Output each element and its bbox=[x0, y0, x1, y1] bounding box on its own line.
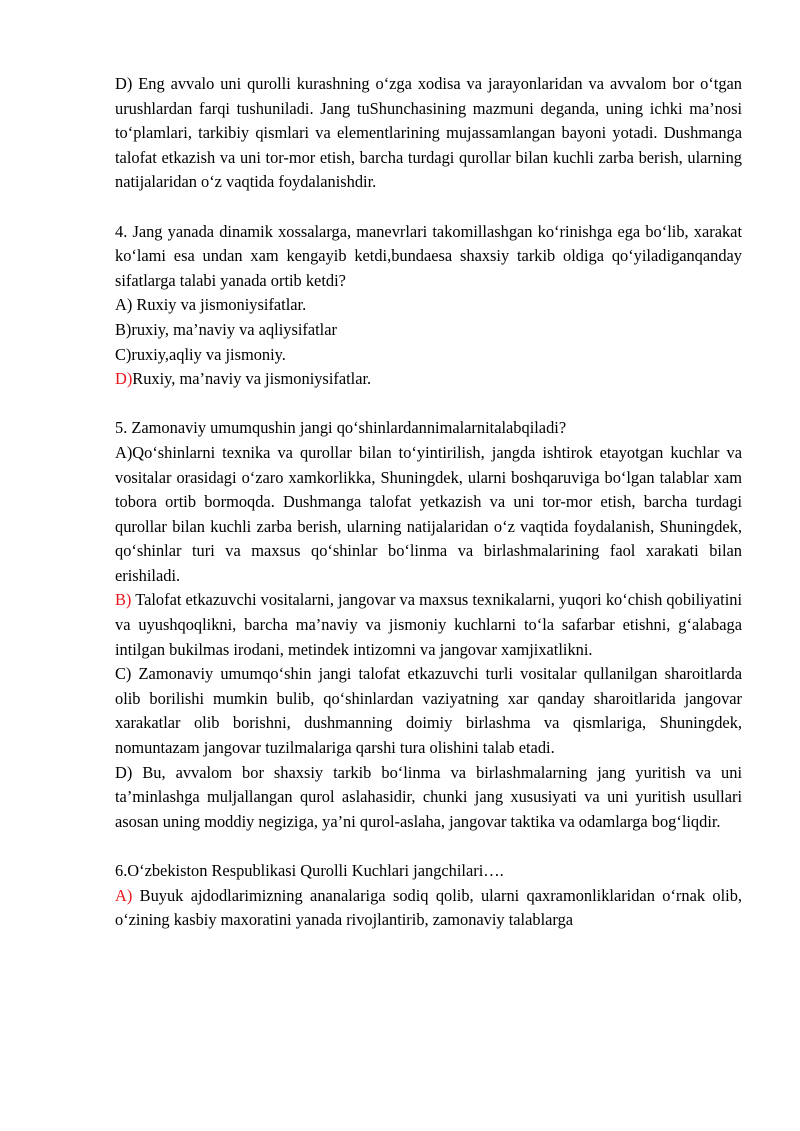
question-6-text: 6.O‘zbekiston Respublikasi Qurolli Kuchlari jangchilari…. bbox=[115, 861, 504, 880]
question-4-text: 4. Jang yanada dinamik xossalarga, manevrlari takomillashgan ko‘rinishga ega bo‘lib, xarakat ko‘lami esa undan xam kengayib ketdi,bundaesa shaxsiy tarkib oldiga qo‘yiladiganqanday sifatlarga talabi yanada ortib ketdi? bbox=[115, 221, 742, 290]
q4-option-a: A) Ruxiy va jismoniysifatlar. bbox=[115, 295, 307, 315]
spacer bbox=[115, 392, 742, 417]
q3-option-d: D) Eng avvalo uni qurolli kurashning o‘zga xodisa va jarayonlaridan va avvalom bor o‘tgan urushlardan farqi tushuniladi. Jang tuShunchasining mazmuni deganda, uning ichki ma’nosi to‘plamlari, tarkibiy qismlari va elementlarining mujassamlangan bayoni yotadi. Dushmanga talofat etkazish va uni tor-mor etish, barcha turdagi qurollar bilan kuchli zarba berish, ularning natijalaridan o‘z vaqtida foydalanishdir. bbox=[115, 74, 742, 192]
question-5-text: 5. Zamonaviy umumqushin jangi qo‘shinlardannimalarnitalabqiladi? bbox=[115, 418, 567, 438]
q5-option-b bbox=[115, 588, 742, 662]
q5-option-a: A)Qo‘shinlarni texnika va qurollar bilan to‘yintirilish, jangda ishtirok etayotgan kuchlar va vositalar orasidagi o‘zaro xamkorlikka, Shuningdek, ularni boshqaruviga bo‘lgan talablar xam tobora ortib bormoqda. Dushmanga talofat yetkazish va uni tor-mor etish, barcha turdagi qurollar bilan kuchli zarba berish, ularning natijalaridan o‘z vaqtida foydalanish, Shuningdek, qo‘shinlar turi va maxsus qo‘shinlar bo‘linma va birlashmalarining faol xarakati bilan erishiladi. bbox=[115, 442, 742, 585]
q4-option-b: B)ruxiy, ma’naviy va aqliysifatlar bbox=[115, 319, 337, 339]
q4-option-d bbox=[115, 367, 742, 392]
spacer bbox=[115, 834, 742, 859]
question-4-block bbox=[115, 220, 742, 392]
spacer bbox=[115, 195, 742, 220]
q5-option-c: C) Zamonaviy umumqo‘shin jangi talofat etkazuvchi turli vositalar qullanilgan sharoitlarda olib borilishi mumkin bulib, qo‘shinlardan vaziyatning xar qanday sharoitlarida jangovar xarakatlar olib borishni, dushmanning doimiy birlashma va qismlariga, Shuningdek, nomuntazam jangovar tuzilmalariga qarshi tura olishini talab etadi. bbox=[115, 664, 742, 758]
question-5-block bbox=[115, 416, 742, 834]
q4-option-d-text: Ruxiy, ma’naviy va jismoniysifatlar. bbox=[132, 369, 372, 389]
q5-option-b-text: Talofat etkazuvchi vositalarni, jangovar va maxsus texnikalarni, yuqori ko‘chish qobiliyatini va uyushqoqlikni, barcha ma’naviy va jismoniy kuchlarni to‘la safarbar etishni, g‘alabaga intilgan bukilmas irodani, metindek intizomni va jangovar xamjixatlikni. bbox=[115, 590, 742, 659]
correct-answer-mark: D) bbox=[115, 369, 133, 389]
q6-option-a bbox=[115, 884, 742, 933]
q5-option-d: D) Bu, avvalom bor shaxsiy tarkib bo‘linma va birlashmalarning jang yuritish va uni ta’minlashga muljallangan qurol aslahasidir, chunki jang xususiyati va uni yuritish usullari asosan uning moddiy negiziga, ya’ni qurol-aslaha, jangovar taktika va odamlarga bog‘liqdir. bbox=[115, 762, 742, 831]
q4-option-c: C)ruxiy,aqliy va jismoniy. bbox=[115, 344, 286, 364]
question-6-block bbox=[115, 859, 742, 933]
correct-answer-mark: A) bbox=[115, 885, 133, 905]
q6-option-a-text: Buyuk ajdodlarimizning ananalariga sodiq qolib, ularni qaxramonliklaridan o‘rnak olib, o‘zining kasbiy maxoratini yanada rivojlantirib, zamonaviy talablarga bbox=[115, 885, 742, 930]
correct-answer-mark: B) bbox=[115, 590, 132, 610]
